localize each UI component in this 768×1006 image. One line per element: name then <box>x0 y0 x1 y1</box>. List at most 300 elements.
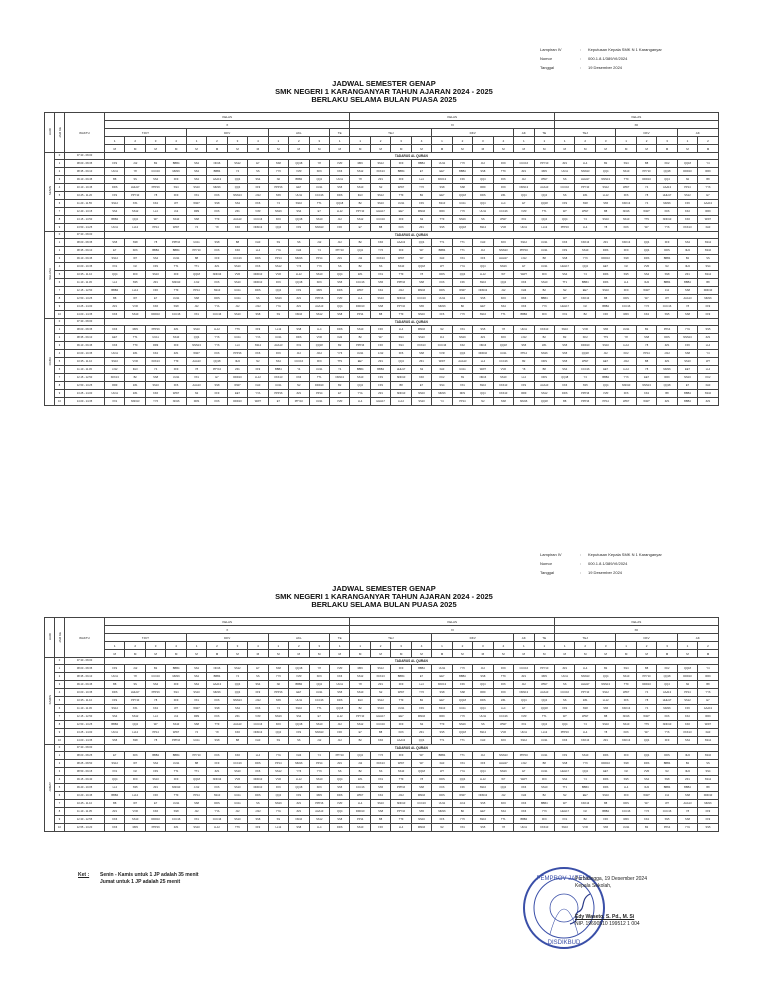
subject-code-cell: YY6 <box>411 689 431 697</box>
subject-code-cell: FF6 <box>452 784 472 792</box>
subject-code-cell: W7 <box>411 760 431 768</box>
subject-code-cell: SS4 <box>105 208 125 216</box>
subject-code-cell: B8 <box>186 255 206 263</box>
subject-code-cell: E7 <box>677 382 697 390</box>
subject-code-cell: W7 <box>636 800 656 808</box>
subject-code-cell: SS5 <box>329 184 349 192</box>
subject-code-cell: SS10 <box>125 816 145 824</box>
subject-code-cell: SS10 <box>105 358 125 366</box>
subject-code-cell: XX1 <box>186 374 206 382</box>
subject-code-cell: CCC16 <box>248 216 268 224</box>
subject-code-cell: QQ18 <box>452 224 472 232</box>
subject-code-cell: J12 <box>514 681 534 689</box>
subject-code-cell: DDS <box>595 271 615 279</box>
subject-code-cell: FF9 <box>207 760 227 768</box>
subject-code-cell: B2 <box>514 358 534 366</box>
schedule-row <box>45 208 719 216</box>
subject-code-cell: DDS <box>329 192 349 200</box>
subject-code-cell: UU11 <box>145 334 165 342</box>
schedule-row <box>45 729 719 737</box>
subject-code-cell: SS8 <box>329 311 349 319</box>
subject-code-cell: TT1 <box>452 247 472 255</box>
subject-code-cell: SS <box>452 374 472 382</box>
subject-code-cell: JJ12 <box>514 255 534 263</box>
subject-code-cell: FF9 <box>391 176 411 184</box>
subject-code-cell: TT1 <box>452 737 472 745</box>
title-block <box>0 80 768 104</box>
subject-code-cell: WW7 <box>452 287 472 295</box>
subject-code-cell: N2 <box>411 216 431 224</box>
subject-code-cell: B2 <box>350 768 370 776</box>
subject-code-cell: YY6 <box>534 808 555 816</box>
schedule-row <box>45 681 719 689</box>
nomor-label: Nomor <box>540 561 553 566</box>
subject-code-cell: SS8 <box>575 705 595 713</box>
subject-code-cell: YYA <box>207 303 227 311</box>
subject-code-cell: ZZ1 <box>514 673 534 681</box>
subject-code-cell: W7 <box>166 705 186 713</box>
subject-code-cell: QQ4 <box>595 673 615 681</box>
subject-code-cell: KKK13 <box>616 200 636 208</box>
time-cell: 09.10 - 09.45 <box>65 255 105 263</box>
subject-code-cell: TT1 <box>555 784 575 792</box>
subject-code-cell: SS5 <box>595 200 615 208</box>
subject-code-cell: N2 <box>657 263 677 271</box>
subject-code-cell: UU11 <box>309 689 329 697</box>
subject-code-cell: Y4 <box>186 224 206 232</box>
subject-code-cell: AAA13 <box>534 184 555 192</box>
major-header: AK <box>514 129 534 137</box>
subject-code-cell: SS <box>125 176 145 184</box>
tanggal-label: Tanggal <box>540 570 555 575</box>
subject-code-cell: BBB4 <box>677 279 697 287</box>
subject-code-cell: UU11 <box>534 263 555 271</box>
subject-code-cell: NNN13 <box>514 689 534 697</box>
subject-code-cell: LL4 <box>575 665 595 673</box>
subject-code-cell: EE7 <box>432 192 452 200</box>
m-cell: M <box>698 145 719 153</box>
subject-code-cell: BBB4 <box>432 752 452 760</box>
subject-code-cell: BBB4 <box>677 398 697 406</box>
subject-code-cell: DDS <box>616 800 636 808</box>
subject-code-cell: DDD10 <box>595 255 615 263</box>
subject-code-cell: PP14 <box>145 729 165 737</box>
subject-code-cell: E7 <box>248 160 268 168</box>
jam-number: 4 <box>55 689 65 697</box>
subject-code-cell: B2 <box>411 192 431 200</box>
subject-code-cell: SS10 <box>473 784 493 792</box>
subject-code-cell: DDS <box>595 776 615 784</box>
subject-code-cell: UU11 <box>105 224 125 232</box>
subject-code-cell: KK6 <box>207 697 227 705</box>
subject-code-cell: YYA <box>207 808 227 816</box>
schedule-row <box>45 192 719 200</box>
subject-code-cell: UU11 <box>473 208 493 216</box>
level-header: X <box>105 626 350 634</box>
subject-code-cell: B2 <box>350 705 370 713</box>
subject-code-cell: PPP16 <box>166 737 186 745</box>
subject-code-cell: TT1 <box>432 239 452 247</box>
subject-code-cell: BBB4 <box>289 176 309 184</box>
subject-code-cell: YYA <box>452 768 472 776</box>
m-cell: M <box>370 650 390 658</box>
subject-code-cell: NNN13 <box>493 752 513 760</box>
jam-number: 1 <box>55 752 65 760</box>
subject-code-cell: TT9 <box>432 721 452 729</box>
subject-code-cell: WW7 <box>636 792 656 800</box>
class-number: 1 <box>534 137 555 145</box>
subject-code-cell: DDS <box>636 255 656 263</box>
subject-code-cell: KK6 <box>207 398 227 406</box>
subject-code-cell: ZZ1 <box>370 176 390 184</box>
subject-code-cell: KK6 <box>493 239 513 247</box>
nomor-value: 000.1.8.1/389/VI/2024 <box>588 561 628 566</box>
subject-code-cell: KKK13 <box>534 824 555 832</box>
subject-code-cell: B8 <box>370 729 390 737</box>
subject-code-cell: Y4 <box>329 366 349 374</box>
subject-code-cell: BBB4 <box>657 279 677 287</box>
subject-code-cell: ZZ1 <box>534 342 555 350</box>
subject-code-cell: DDS <box>555 390 575 398</box>
subject-code-cell: Y8 <box>309 160 329 168</box>
subject-code-cell: NNN13 <box>657 216 677 224</box>
subject-code-cell: MM16 <box>514 398 534 406</box>
subject-code-cell: ZZ1 <box>227 366 247 374</box>
time-cell: 10.45 - 11.20 <box>65 192 105 200</box>
subject-code-cell: SS8 <box>657 776 677 784</box>
time-cell: 08.35 - 09.10 <box>65 673 105 681</box>
subject-code-cell: SS8 <box>248 816 268 824</box>
subject-code-cell: RR9 <box>698 713 719 721</box>
subject-code-cell: FF6 <box>370 326 390 334</box>
subject-code-cell: KKK13 <box>370 760 390 768</box>
subject-code-cell: QQ18 <box>289 721 309 729</box>
subject-code-cell: QQ4 <box>105 271 125 279</box>
subject-code-cell: SS12 <box>125 713 145 721</box>
subject-code-cell: CCC16 <box>166 311 186 319</box>
subject-code-cell: LL12 <box>207 326 227 334</box>
subject-code-cell: VVR <box>289 673 309 681</box>
subject-code-cell: FF9 <box>248 184 268 192</box>
subject-code-cell: PP14 <box>677 689 697 697</box>
subject-code-cell: E7 <box>268 398 288 406</box>
class-number: 2 <box>125 642 145 650</box>
subject-code-cell: B8 <box>657 390 677 398</box>
subject-code-cell: SS8 <box>555 760 575 768</box>
subject-code-cell: UU11 <box>616 326 636 334</box>
day-label: JUMAT <box>47 782 52 792</box>
class-number: 3 <box>391 137 411 145</box>
subject-code-cell: ZZ1 <box>411 358 431 366</box>
subject-code-cell: FF9 <box>248 824 268 832</box>
subject-code-cell: CCC16 <box>411 295 431 303</box>
subject-code-cell: LL12 <box>125 224 145 232</box>
subject-code-cell: XX1 <box>289 342 309 350</box>
subject-code-cell: BBB4 <box>166 752 186 760</box>
subject-code-cell: AAA13 <box>657 184 677 192</box>
subject-code-cell: FF9 <box>555 752 575 760</box>
class-number: 2 <box>575 642 595 650</box>
subject-code-cell: HHH17 <box>575 681 595 689</box>
class-number: 3 <box>309 642 329 650</box>
level-header: XII <box>555 121 719 129</box>
subject-code-cell: Y8 <box>595 224 615 232</box>
jam-number: 9 <box>55 224 65 232</box>
subject-code-cell: ZZ1 <box>350 271 370 279</box>
subject-code-cell: SS5 <box>555 342 575 350</box>
subject-code-cell: SS5 <box>370 279 390 287</box>
subject-code-cell: SS12 <box>125 208 145 216</box>
subject-code-cell: YYA <box>677 326 697 334</box>
subject-code-cell: JJ12 <box>309 350 329 358</box>
subject-code-cell: KK2 <box>370 792 390 800</box>
subject-code-cell: PPP16 <box>575 390 595 398</box>
subject-code-cell: XX1 <box>514 216 534 224</box>
subject-code-cell: TT1 <box>166 768 186 776</box>
class-number: 1 <box>555 642 575 650</box>
subject-code-cell: KK6 <box>309 673 329 681</box>
subject-code-cell: WW7 <box>616 689 636 697</box>
subject-code-cell: XX1 <box>105 398 125 406</box>
subject-code-cell: DDS <box>432 776 452 784</box>
subject-code-cell: FF9 <box>616 287 636 295</box>
subject-code-cell: HHH17 <box>555 808 575 816</box>
subject-code-cell: IIH3 <box>432 366 452 374</box>
subject-code-cell: HHH17 <box>391 366 411 374</box>
m-cell: M <box>391 650 411 658</box>
subject-code-cell: WW7 <box>493 216 513 224</box>
subject-code-cell: FF9 <box>248 366 268 374</box>
subject-code-cell: SS10 <box>595 342 615 350</box>
subject-code-cell: PPY10 <box>186 752 206 760</box>
subject-code-cell: SS12 <box>105 705 125 713</box>
hari-header <box>45 113 55 153</box>
subject-code-cell: AAA13 <box>534 689 555 697</box>
subject-code-cell: J12 <box>350 760 370 768</box>
subject-code-cell: UU11 <box>493 350 513 358</box>
subject-code-cell: SS4 <box>248 681 268 689</box>
subject-code-cell: SS12 <box>514 737 534 745</box>
subject-code-cell: TT9 <box>493 168 513 176</box>
subject-code-cell: DDD10 <box>248 784 268 792</box>
subject-code-cell: VVR <box>268 271 288 279</box>
subject-code-cell: LL12 <box>391 398 411 406</box>
subject-code-cell: DDS <box>248 792 268 800</box>
subject-code-cell: IIH3 <box>329 334 349 342</box>
subject-code-cell: SS5 <box>432 729 452 737</box>
m-row <box>45 145 719 153</box>
schedule-row <box>45 247 719 255</box>
subject-code-cell: SS5 <box>698 326 719 334</box>
stamp-top-text: PEMPROV JATENG <box>536 876 592 882</box>
keterangan <box>78 872 199 886</box>
subject-code-cell: KKK13 <box>575 737 595 745</box>
subject-code-cell: UU11 <box>452 200 472 208</box>
subject-code-cell: N2 <box>411 721 431 729</box>
class-number: 3 <box>145 137 165 145</box>
subject-code-cell: AAA13 <box>268 342 288 350</box>
subject-code-cell: BBB4 <box>166 160 186 168</box>
subject-code-cell: SS4 <box>248 176 268 184</box>
subject-code-cell: VVR <box>514 713 534 721</box>
subject-code-cell: YY6 <box>698 184 719 192</box>
subject-code-cell: KK6 <box>248 200 268 208</box>
day-cell <box>45 658 55 745</box>
schedule-table-2-wrap <box>44 617 718 832</box>
subject-code-cell: E7 <box>411 168 431 176</box>
subject-code-cell: YY6 <box>207 334 227 342</box>
major-header: DKV <box>432 129 514 137</box>
subject-code-cell: SS10 <box>370 705 390 713</box>
subject-code-cell: FF9 <box>207 255 227 263</box>
major-header: TE <box>329 634 349 642</box>
subject-code-cell: EE7 <box>677 366 697 374</box>
subject-code-cell: VVR <box>575 824 595 832</box>
jam-number: 9 <box>55 729 65 737</box>
subject-code-cell: PPP16 <box>268 689 288 697</box>
subject-code-cell: UU11 <box>350 350 370 358</box>
subject-code-cell: YY6 <box>534 303 555 311</box>
subject-code-cell: KK6 <box>105 326 125 334</box>
subject-code-cell: SS10 <box>227 311 247 319</box>
schedule-row <box>45 350 719 358</box>
subject-code-cell: B8 <box>698 784 719 792</box>
subject-code-cell: FF9 <box>370 382 390 390</box>
subject-code-cell: CCC16 <box>514 665 534 673</box>
subject-code-cell: Y8 <box>125 168 145 176</box>
class-number: 4 <box>166 137 186 145</box>
subject-code-cell: IIH3 <box>698 224 719 232</box>
subject-code-cell: FF9 <box>166 271 186 279</box>
subject-code-cell: SS10 <box>309 216 329 224</box>
jam-number: 5 <box>55 271 65 279</box>
subject-code-cell: UU11 <box>105 673 125 681</box>
subject-code-cell: QQ18 <box>534 705 555 713</box>
subject-code-cell: KK6 <box>391 224 411 232</box>
title-line-3: BERLAKU SELAMA BULAN PUASA 2025 <box>311 95 457 104</box>
time-cell: 13.25 - 14.00 <box>65 390 105 398</box>
subject-code-cell: PPP16 <box>145 326 165 334</box>
subject-code-cell: HHH17 <box>555 303 575 311</box>
subject-code-cell: NNN13 <box>595 176 615 184</box>
subject-code-cell: QQ4 <box>657 176 677 184</box>
subject-code-cell: SS10 <box>473 311 493 319</box>
subject-code-cell: WW7 <box>698 216 719 224</box>
subject-code-cell: UU11 <box>186 239 206 247</box>
major-header: TEJ <box>350 634 432 642</box>
subject-code-cell: BBB4 <box>432 247 452 255</box>
subject-code-cell: YY6 <box>698 689 719 697</box>
subject-code-cell: FF6 <box>329 224 349 232</box>
subject-code-cell: SS8 <box>289 824 309 832</box>
schedule-row <box>45 342 719 350</box>
subject-code-cell: SS <box>698 255 719 263</box>
subject-code-cell: BBB4 <box>391 673 411 681</box>
subject-code-cell: SS10 <box>227 768 247 776</box>
subject-code-cell: B2 <box>350 334 370 342</box>
subject-code-cell: RR9 <box>534 673 555 681</box>
subject-code-cell: JJ12 <box>391 792 411 800</box>
subject-code-cell: W7 <box>125 295 145 303</box>
time-cell: 12.50 - 13.25 <box>65 295 105 303</box>
class-number: 1 <box>350 642 370 650</box>
m-cell: M <box>207 145 227 153</box>
m-cell: M <box>309 145 329 153</box>
major-header: AKL <box>268 129 329 137</box>
subject-code-cell: ZZ1 <box>145 784 165 792</box>
m-cell: M <box>105 650 125 658</box>
subject-code-cell: KKK13 <box>370 255 390 263</box>
subject-code-cell: JJ12 <box>248 192 268 200</box>
subject-code-cell: FF9 <box>105 665 125 673</box>
subject-code-cell: DDS <box>657 247 677 255</box>
jam-header <box>55 113 65 153</box>
subject-code-cell: MM16 <box>289 760 309 768</box>
subject-code-cell: SS10 <box>186 184 206 192</box>
subject-code-cell: N2 <box>616 263 636 271</box>
subject-code-cell: LL4 <box>575 224 595 232</box>
subject-code-cell: QQ4 <box>329 303 349 311</box>
jam-number: 6 <box>55 366 65 374</box>
tadarus-cell: TADARUS AL QURAN <box>105 658 719 665</box>
subject-code-cell: FF6 <box>677 200 697 208</box>
subject-code-cell: SS5 <box>595 705 615 713</box>
major-header: TE <box>329 129 349 137</box>
m-cell: M <box>432 650 452 658</box>
subject-code-cell: UU11 <box>534 239 555 247</box>
subject-code-cell: SS12 <box>268 263 288 271</box>
m-cell: M <box>145 145 165 153</box>
time-cell: 09.15 - 09.40 <box>65 776 105 784</box>
subject-code-cell: Y8 <box>616 334 636 342</box>
kelas-header: KELAS <box>105 618 350 626</box>
time-cell: 12.15 - 12.50 <box>65 287 105 295</box>
subject-code-cell: KKK13 <box>370 168 390 176</box>
subject-code-cell: B2 <box>350 200 370 208</box>
class-number: 4 <box>493 642 513 650</box>
subject-code-cell: LL4 <box>575 729 595 737</box>
subject-code-cell: B8 <box>105 295 125 303</box>
subject-code-cell: KK2 <box>636 311 656 319</box>
subject-code-cell: SS12 <box>350 673 370 681</box>
subject-code-cell: QQ4 <box>391 358 411 366</box>
m-row <box>45 650 719 658</box>
jam-number: 7 <box>55 208 65 216</box>
subject-code-cell: Y8 <box>636 366 656 374</box>
class-number: 1 <box>186 642 206 650</box>
subject-code-cell: WW7 <box>493 721 513 729</box>
subject-code-cell: SS8 <box>207 737 227 745</box>
time-cell: 10.00 - 10.35 <box>65 263 105 271</box>
subject-code-cell: HHH17 <box>657 697 677 705</box>
subject-code-cell: YYA <box>268 808 288 816</box>
subject-code-cell: B8 <box>534 760 555 768</box>
subject-code-cell: MM16 <box>432 303 452 311</box>
subject-code-cell: PPP16 <box>227 350 247 358</box>
subject-code-cell: B8 <box>595 713 615 721</box>
class-number: 3 <box>595 642 615 650</box>
subject-code-cell: SS4 <box>145 681 165 689</box>
subject-code-cell: N2 <box>268 176 288 184</box>
subject-code-cell: N2 <box>432 824 452 832</box>
subject-code-cell: NNN13 <box>657 721 677 729</box>
subject-code-cell: FF9 <box>166 681 186 689</box>
subject-code-cell: UU11 <box>166 255 186 263</box>
subject-code-cell: E7 <box>698 697 719 705</box>
subject-code-cell: FF6 <box>677 342 697 350</box>
subject-code-cell: DDS <box>207 800 227 808</box>
subject-code-cell: AAA13 <box>657 689 677 697</box>
